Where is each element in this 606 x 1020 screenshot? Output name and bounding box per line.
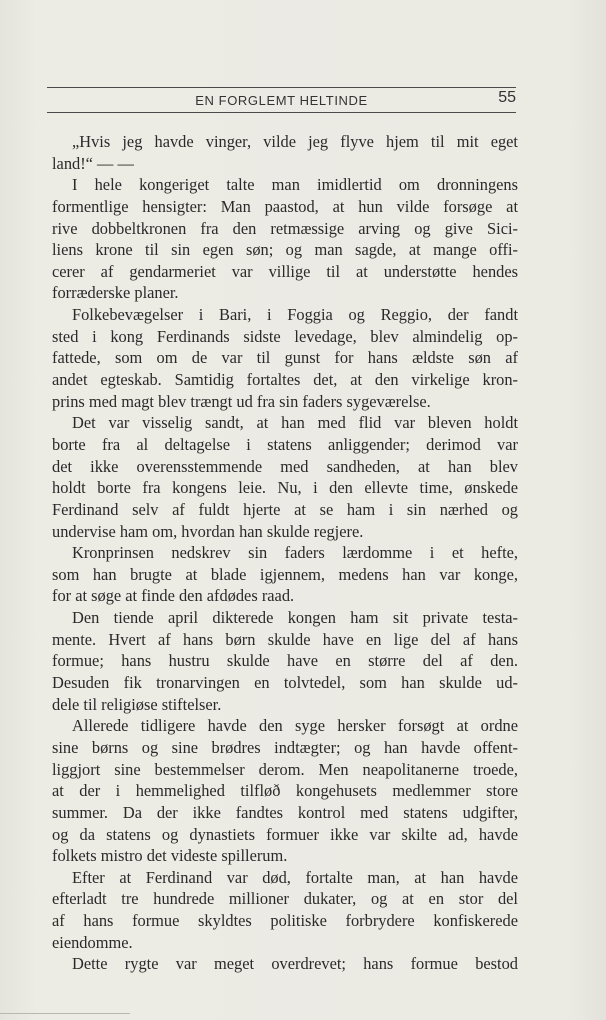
text-line: for at søge at finde den afdødes raad. — [52, 586, 295, 606]
text-line: cerer af gendarmeriet var villige til at understøtte hendes — [52, 261, 518, 281]
text-line: I hele kongeriget talte man imidlertid om dronningens — [72, 175, 518, 195]
text-line: eiendomme. — [52, 932, 133, 952]
text-line: summer. Da der ikke fandtes kontrol med statens udgifter, — [52, 802, 518, 822]
text-line: Allerede tidligere havde den syge hersker forsøgt at ordne — [72, 716, 518, 736]
text-line: Kronprinsen nedskrev sin faders lærdomme i et hefte, — [72, 543, 518, 563]
text-line: det ikke overensstemmende med sandheden, at han blev — [52, 456, 518, 476]
text-line: liggjort sine bestemmelser derom. Men neapolitanerne troede, — [52, 759, 518, 779]
text-line: land!“ — — — [52, 153, 134, 173]
text-line: holdt borte fra kongens leie. Nu, i den ellevte time, ønskede — [52, 478, 518, 498]
text-line: folkets mistro det videste spillerum. — [52, 846, 288, 866]
text-line: af hans formue skyldtes politiske forbrydere konfiskerede — [52, 911, 518, 931]
text-line: borte fra al deltagelse i statens anliggender; derimod var — [52, 434, 518, 454]
text-line: liens krone til sin egen søn; og man sagde, at mange offi- — [52, 240, 518, 260]
text-line: prins med magt blev trængt ud fra sin faders sygeværelse. — [52, 391, 431, 411]
body-text — [52, 131, 518, 975]
text-line: at der i hemmelighed tilfløð kongehusets medlemmer store — [52, 781, 518, 801]
page-number: 55 — [498, 89, 516, 106]
text-line: sine børns og sine brødres indtægter; og han havde offent- — [52, 737, 518, 757]
text-line: efterladt tre hundrede millioner dukater, og at en stor del — [52, 889, 518, 909]
text-line: fattede, som om de var til gunst for hans ældste søn af — [52, 348, 518, 368]
scan-edge-mark — [0, 1013, 130, 1020]
text-line: Folkebevægelser i Bari, i Foggia og Reggio, der fandt — [72, 305, 518, 325]
text-line: Det var visselig sandt, at han med flid var bleven holdt — [72, 413, 518, 433]
text-line: og da statens og dynastiets formuer ikke var skilte ad, havde — [52, 824, 518, 844]
text-line: Desuden fik tronarvingen en tolvtedel, som han skulde ud- — [52, 673, 518, 693]
text-line: forræderske planer. — [52, 283, 179, 303]
text-line: „Hvis jeg havde vinger, vilde jeg flyve hjem til mit eget — [72, 132, 518, 151]
text-line: mente. Hvert af hans børn skulde have en lige del af hans — [52, 629, 518, 649]
text-line: som han brugte at blade igjennem, medens han var konge, — [52, 564, 518, 584]
text-line: Efter at Ferdinand var død, fortalte man, at han havde — [72, 867, 518, 887]
text-line: undervise ham om, hvordan han skulde regjere. — [52, 521, 364, 541]
text-line: dele til religiøse stiftelser. — [52, 694, 222, 714]
text-line: Dette rygte var meget overdrevet; hans formue bestod — [72, 954, 518, 974]
text-line: formue; hans hustru skulde have en større del af den. — [52, 651, 518, 671]
text-line: rive dobbeltkronen fra den retmæssige arving og give Sici- — [52, 218, 518, 238]
text-line: andet egteskab. Samtidig fortaltes det, at den virkelige kron- — [52, 370, 518, 390]
text-line: Ferdinand selv af fuldt hjerte at se ham i sin nærhed og — [52, 499, 518, 519]
page-header — [47, 87, 516, 113]
text-line: sted i kong Ferdinands sidste levedage, blev almindelig op- — [52, 326, 518, 346]
running-title: EN FORGLEMT HELTINDE — [195, 93, 368, 108]
text-line: Den tiende april dikterede kongen ham sit private testa- — [72, 608, 518, 628]
text-line: formentlige hensigter: Man paastod, at hun vilde forsøge at — [52, 196, 518, 216]
